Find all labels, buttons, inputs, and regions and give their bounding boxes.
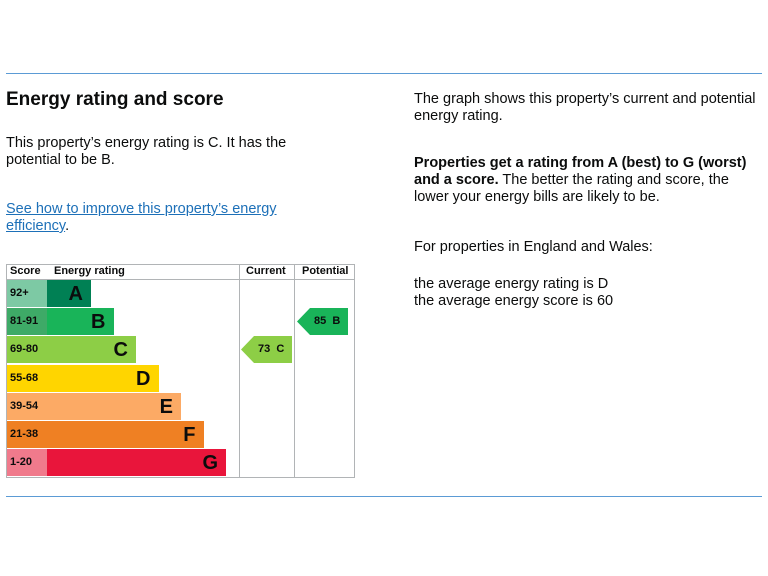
band-letter-c: C [113, 339, 128, 362]
band-letter-d: D [136, 367, 151, 390]
band-bar-a [47, 280, 91, 307]
band-score-a: 92+ [7, 280, 47, 307]
band-bar-e [47, 393, 181, 420]
improve-paragraph [6, 201, 326, 235]
band-bar-c [47, 336, 136, 363]
region-text: For properties in England and Wales: [414, 239, 653, 255]
top-divider [6, 73, 762, 74]
band-score-c: 69-80 [7, 336, 47, 363]
bottom-divider [6, 496, 762, 497]
band-score-f: 21-38 [7, 421, 47, 448]
band-bar-d [47, 365, 159, 392]
averages [414, 276, 764, 310]
energy-rating-chart [6, 264, 354, 477]
average-score: the average energy score is 60 [414, 293, 614, 309]
potential-rating-arrow-label: 85 B [314, 315, 341, 328]
improve-efficiency-link[interactable]: See how to improve this property’s energy efficiency [6, 201, 277, 234]
energy-rating-column-header: Energy rating [54, 265, 125, 277]
band-letter-g: G [202, 452, 218, 475]
band-score-b: 81-91 [7, 308, 47, 335]
current-rating-arrow [241, 336, 292, 363]
link-suffix: . [65, 218, 70, 234]
band-bar-g [47, 449, 226, 476]
potential-column-header: Potential [302, 265, 349, 277]
potential-rating-arrow [297, 308, 348, 335]
section-heading: Energy rating and score [6, 89, 224, 110]
average-rating: the average energy rating is D [414, 276, 609, 292]
band-letter-f: F [183, 424, 196, 446]
current-rating-arrow-label: 73 C [258, 343, 285, 356]
rating-summary: This property’s energy rating is C. It has the potential to be B. [6, 135, 287, 168]
scale-text: The better the rating and score, the lower your energy bills are likely to be. [414, 172, 729, 205]
band-bar-b [47, 308, 114, 335]
potential-column-divider [294, 264, 295, 477]
graph-description: The graph shows this property’s current and potential energy rating. [414, 91, 756, 124]
scale-description [414, 155, 764, 206]
band-letter-e: E [159, 395, 173, 418]
scale-bold-text: Properties get a rating from A (best) to G (worst) and a score. [414, 155, 747, 188]
band-score-e: 39-54 [7, 393, 47, 420]
band-score-d: 55-68 [7, 365, 47, 392]
score-column-header: Score [10, 265, 41, 277]
current-column-divider [239, 264, 240, 477]
band-bar-f [47, 421, 204, 448]
band-score-g: 1-20 [7, 449, 47, 476]
current-column-header: Current [246, 265, 286, 277]
band-letter-b: B [91, 311, 106, 334]
band-letter-a: A [68, 283, 83, 305]
